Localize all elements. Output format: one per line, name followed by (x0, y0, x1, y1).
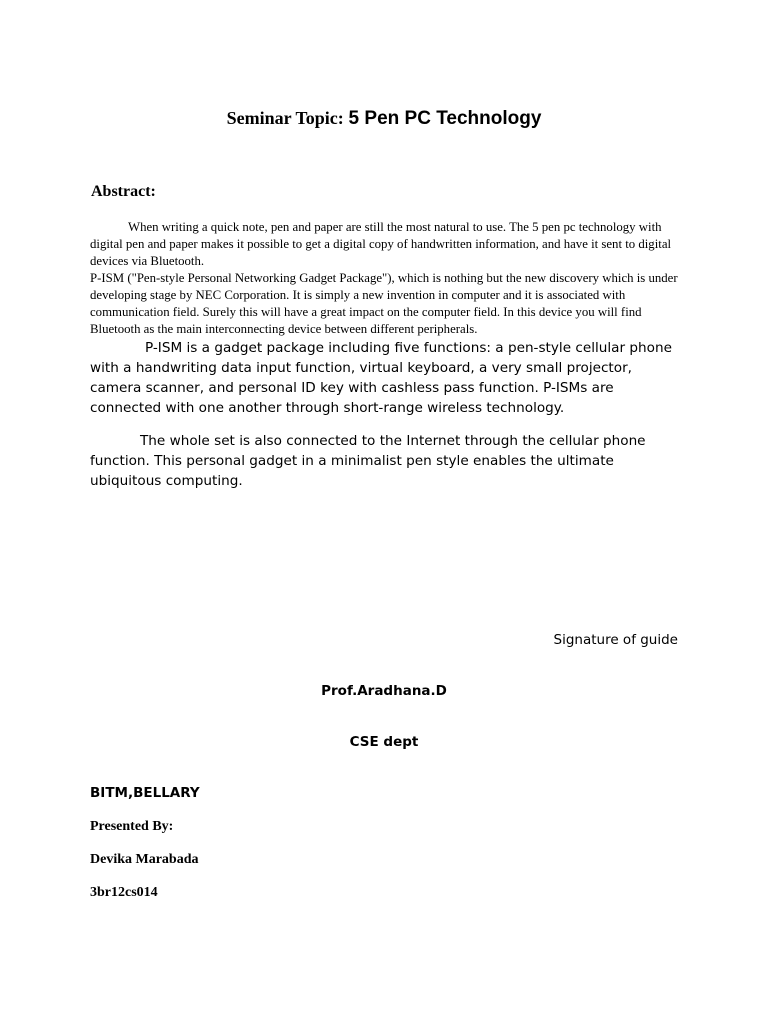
abstract-paragraph-4: The whole set is also connected to the Internet through the cellular phone function. This personal gadget in a minimalist pen style enables the ultimate ubiquitous computing. (90, 433, 646, 489)
page-title (0, 108, 768, 130)
department: CSE dept (349, 734, 419, 750)
college-name: BITM,BELLARY (90, 785, 200, 801)
abstract-heading: Abstract: (91, 183, 156, 200)
signature-label: Signature of guide (553, 632, 678, 648)
presenter-id: 3br12cs014 (90, 885, 158, 900)
title-label: Seminar Topic: (226, 108, 344, 128)
abstract-paragraph-2: P-ISM ("Pen-style Personal Networking Gadget Package"), which is nothing but the new discovery which is under developing stage by NEC Corporation. It is simply a new invention in computer and it is associated with communication field. Surely this will have a great impact on the computer field. In this device you will find Bluetooth as the main interconnecting device between different peripherals. (90, 271, 678, 336)
abstract-paragraph-1: When writing a quick note, pen and paper are still the most natural to use. The 5 pen pc technology with digital pen and paper makes it possible to get a digital copy of handwritten information, and have it sent to digital devices via Bluetooth. (90, 220, 672, 268)
title-topic: 5 Pen PC Technology (348, 108, 542, 129)
guide-name: Prof.Aradhana.D (321, 683, 447, 699)
abstract-paragraph-3: P-ISM is a gadget package including five functions: a pen-style cellular phone with a handwriting data input function, virtual keyboard, a very small projector, camera scanner, and personal ID key with cashless pass function. P-ISMs are connected with one another through short-range wireless technology. (90, 340, 672, 416)
presenter-name: Devika Marabada (90, 852, 199, 867)
presented-by-label: Presented By: (90, 819, 174, 834)
